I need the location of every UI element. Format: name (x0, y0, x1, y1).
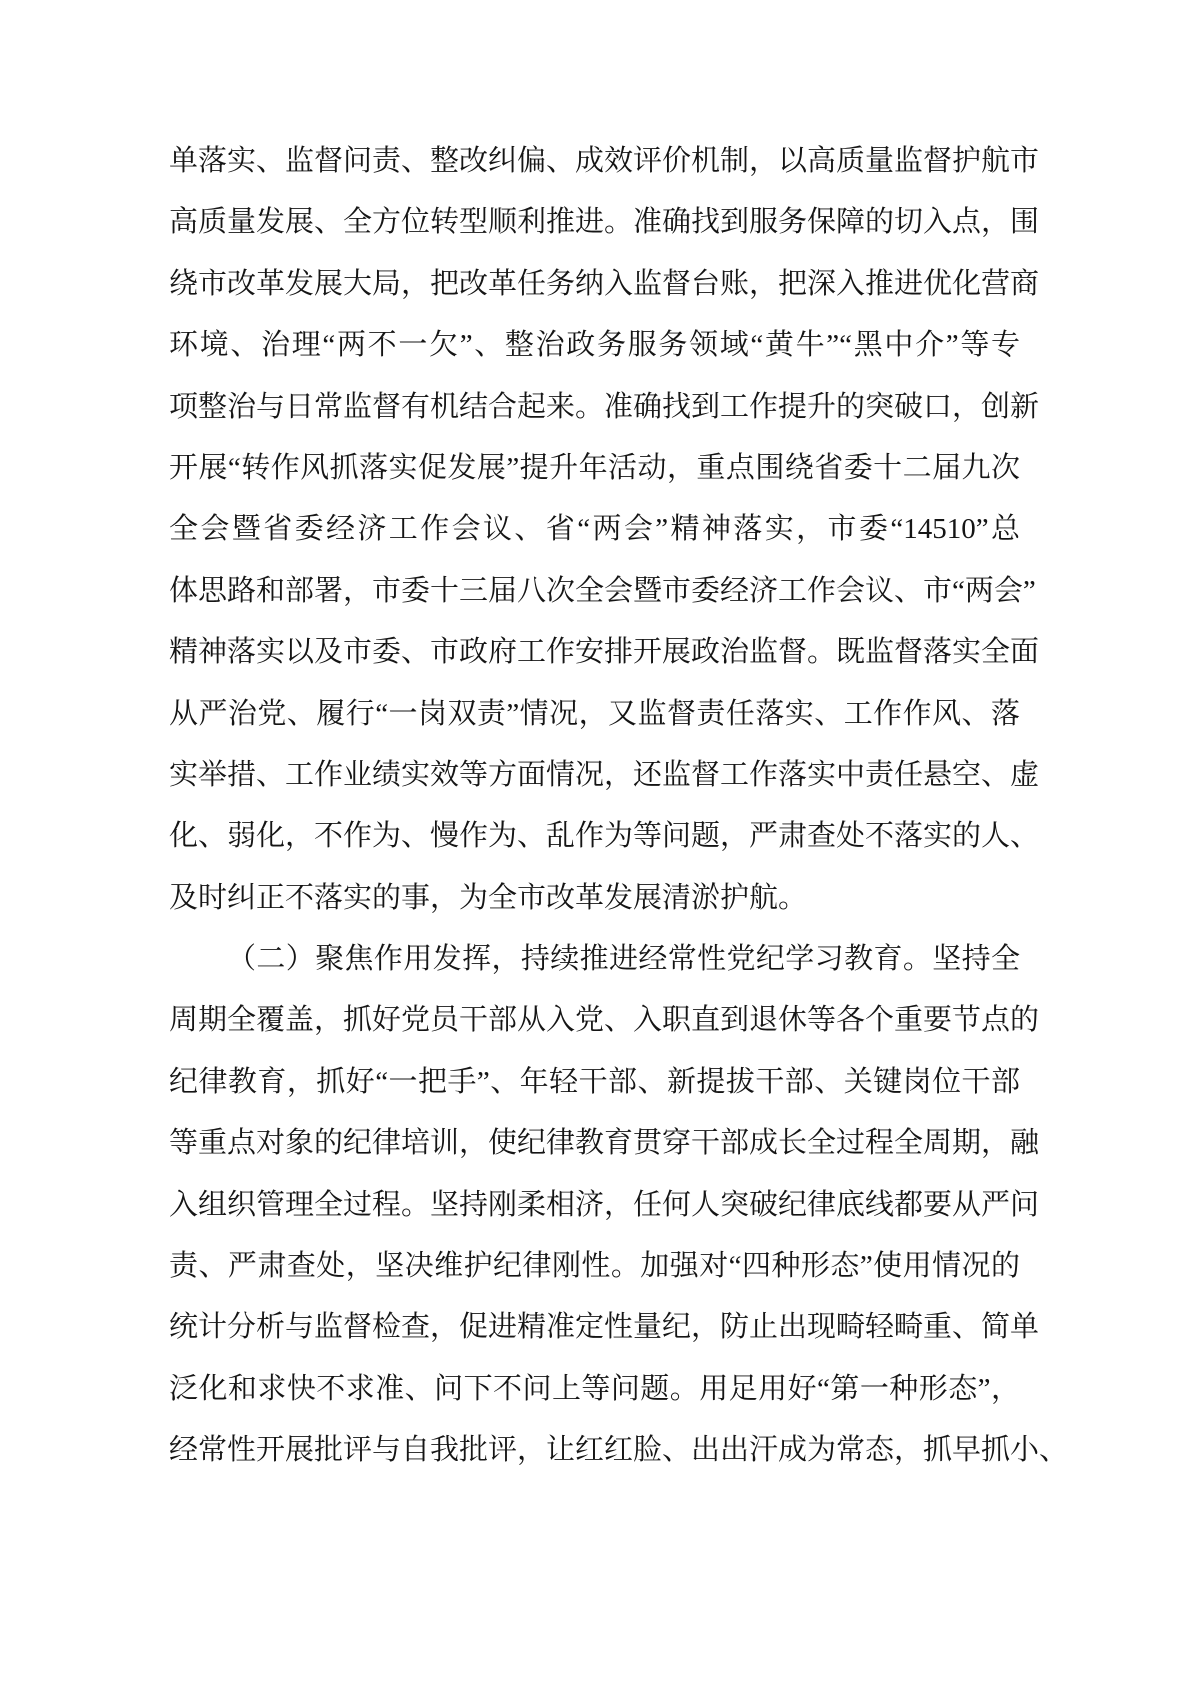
text-line: 经常性开展批评与自我批评，让红红脸、出出汗成为常态，抓早抓小、 (169, 1434, 1069, 1467)
text-line: （二）聚焦作用发挥，持续推进经常性党纪学习教育。坚持全 (227, 943, 1020, 976)
text-line: 责、严肃查处，坚决维护纪律刚性。加强对“四种形态”使用情况的 (169, 1250, 1020, 1283)
text-line: 纪律教育，抓好“一把手”、年轻干部、新提拔干部、关键岗位干部 (169, 1065, 1020, 1098)
text-line: 统计分析与监督检查，促进精准定性量纪，防止出现畸轻畸重、简单 (169, 1311, 1040, 1344)
text-line: 从严治党、履行“一岗双责”情况，又监督责任落实、工作作风、落 (169, 697, 1020, 730)
text-line: 体思路和部署，市委十三届八次全会暨市委经济工作会议、市“两会” (169, 574, 1036, 607)
text-line: 周期全覆盖，抓好党员干部从入党、入职直到退休等各个重要节点的 (169, 1004, 1040, 1037)
text-line: 泛化和求快不求准、问下不问上等问题。用足用好“第一种形态”， (169, 1372, 1020, 1405)
text-line: 项整治与日常监督有机结合起来。准确找到工作提升的突破口，创新 (169, 390, 1040, 423)
text-line: 等重点对象的纪律培训，使纪律教育贯穿干部成长全过程全周期，融 (169, 1127, 1040, 1160)
text-line: 开展“转作风抓落实促发展”提升年活动，重点围绕省委十二届九次 (169, 451, 1020, 484)
text-line: 入组织管理全过程。坚持刚柔相济，任何人突破纪律底线都要从严问 (169, 1188, 1040, 1221)
text-line: 全会暨省委经济工作会议、省“两会”精神落实，市委“14510”总 (169, 513, 1020, 546)
text-line: 绕市改革发展大局，把改革任务纳入监督台账，把深入推进优化营商 (169, 267, 1040, 300)
text-line: 单落实、监督问责、整改纠偏、成效评价机制，以高质量监督护航市 (169, 145, 1040, 177)
text-line: 环境、治理“两不一欠”、整治政务服务领域“黄牛”“黑中介”等专 (169, 329, 1020, 362)
text-line: 及时纠正不落实的事，为全市改革发展清淤护航。 (169, 881, 808, 914)
text-line: 高质量发展、全方位转型顺利推进。准确找到服务保障的切入点，围 (169, 206, 1040, 239)
text-block (169, 131, 1069, 1482)
text-line: 实举措、工作业绩实效等方面情况，还监督工作落实中责任悬空、虚 (169, 758, 1040, 791)
text-line: 精神落实以及市委、市政府工作安排开展政治监督。既监督落实全面 (169, 636, 1040, 669)
text-line: 化、弱化，不作为、慢作为、乱作为等问题，严肃查处不落实的人、 (169, 820, 1040, 853)
